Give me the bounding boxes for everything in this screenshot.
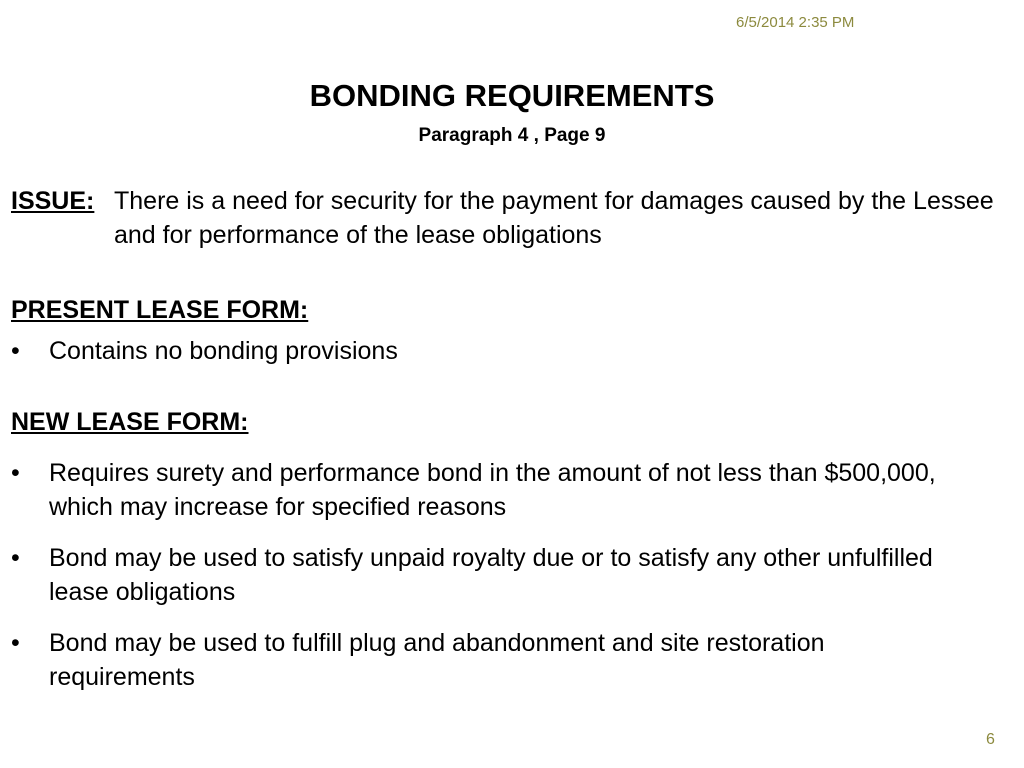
list-item-text: Bond may be used to fulfill plug and abandonment and site restoration requirements: [49, 629, 825, 691]
slide-timestamp: 6/5/2014 2:35 PM: [736, 14, 855, 31]
issue-block: [11, 184, 1011, 252]
list-item: [11, 626, 971, 694]
list-item-text: Contains no bonding provisions: [49, 337, 398, 365]
bullet-icon: •: [11, 544, 20, 572]
list-item-text: Bond may be used to satisfy unpaid royalty due or to satisfy any other unfulfilled lease obligations: [49, 544, 933, 606]
bullet-icon: •: [11, 337, 20, 365]
list-item: [11, 334, 971, 368]
slide-title: BONDING REQUIREMENTS: [309, 78, 715, 113]
issue-label: ISSUE:: [11, 187, 95, 215]
list-item: [11, 541, 971, 609]
slide-subtitle: Paragraph 4 , Page 9: [418, 125, 606, 146]
present-lease-list: [11, 334, 971, 368]
new-lease-heading: NEW LEASE FORM:: [11, 408, 249, 436]
new-lease-list: [11, 456, 971, 711]
list-item: [11, 456, 971, 524]
bullet-icon: •: [11, 459, 20, 487]
list-item-text: Requires surety and performance bond in the amount of not less than $500,000, which may increase for specified reasons: [49, 459, 936, 521]
present-lease-heading: PRESENT LEASE FORM:: [11, 296, 309, 324]
issue-text: There is a need for security for the payment for damages caused by the Lessee and for performance of the lease obligations: [114, 187, 994, 249]
page-number: 6: [986, 731, 995, 748]
bullet-icon: •: [11, 629, 20, 657]
